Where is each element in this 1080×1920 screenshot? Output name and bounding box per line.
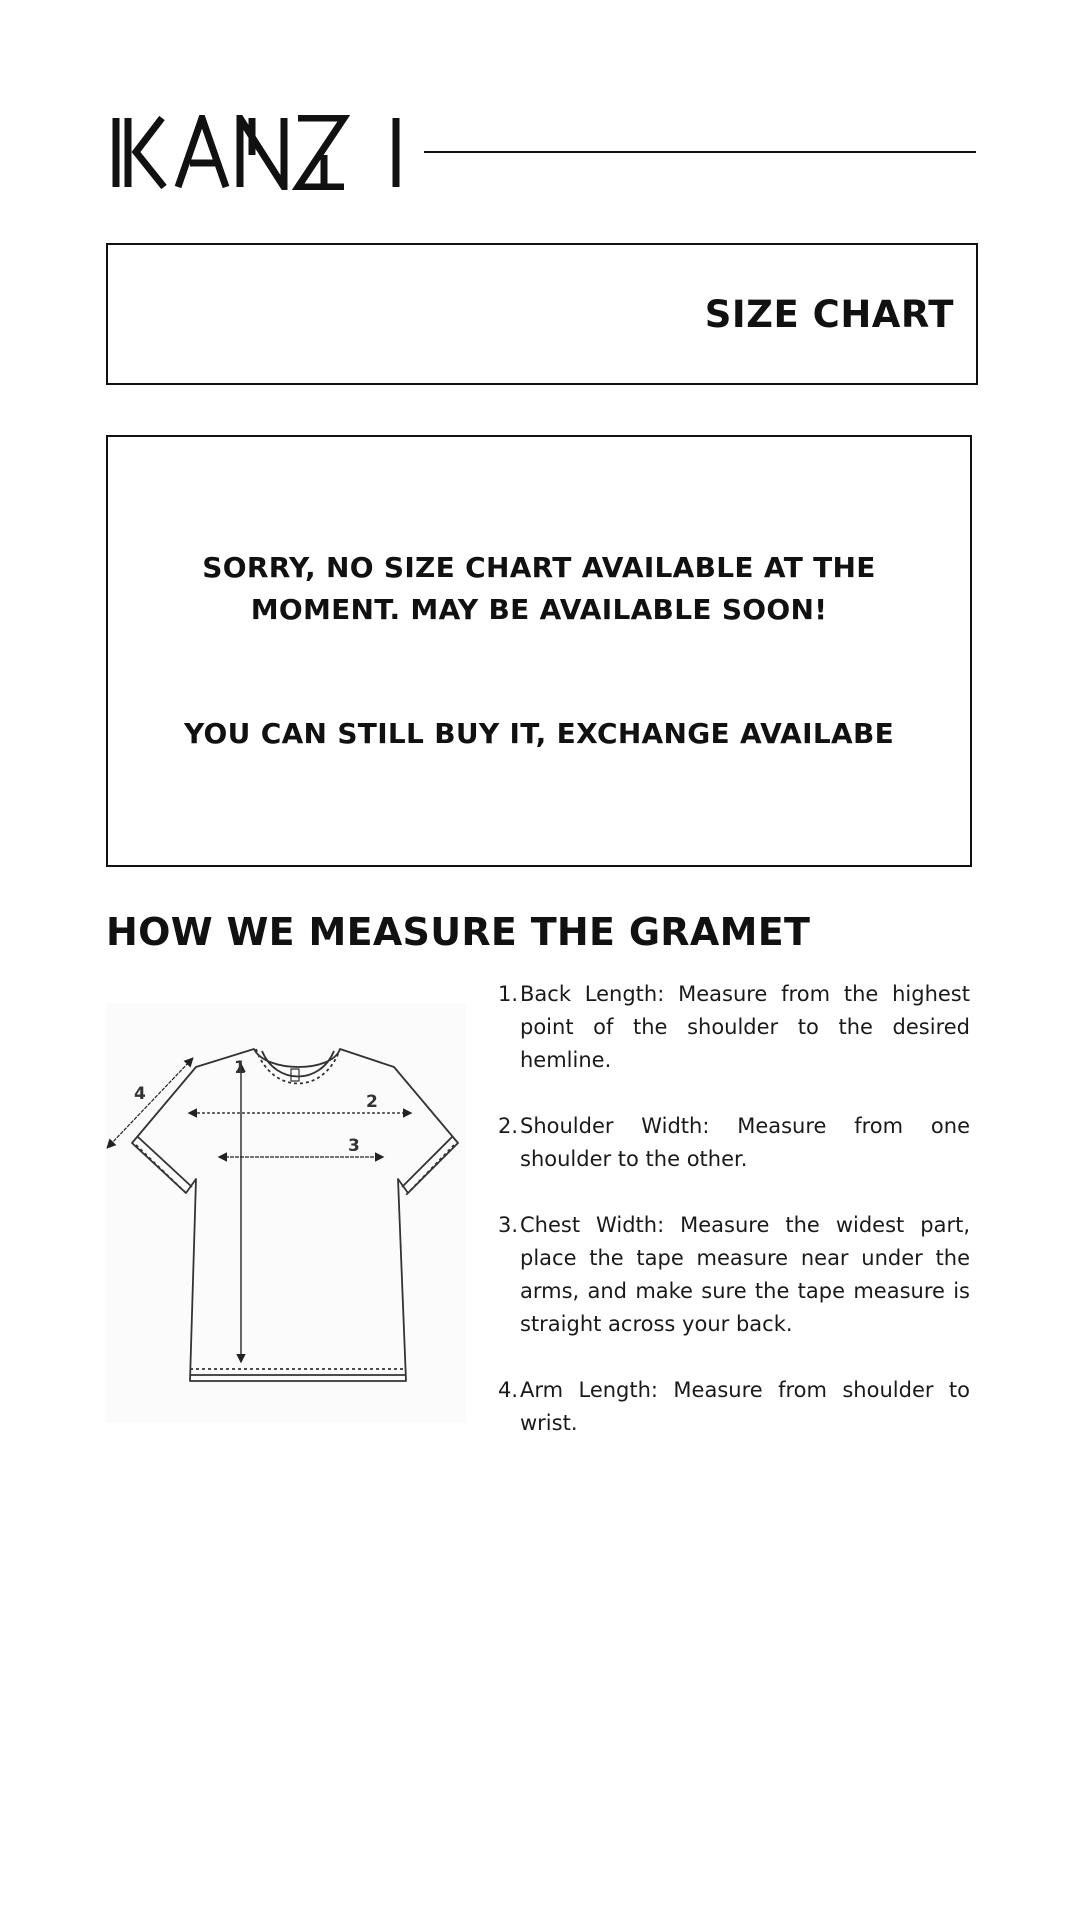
brand-header (112, 115, 978, 190)
item-number: 3. (497, 1213, 518, 1237)
label-arm-length: 4 (134, 1084, 146, 1104)
label-back-length: 1 (234, 1058, 246, 1078)
notice-panel (106, 435, 972, 867)
item-text: Shoulder Width: Measure from one shoulder to the other. (520, 1114, 970, 1171)
kanzi-logo (112, 115, 402, 190)
item-number: 4. (497, 1378, 518, 1402)
label-shoulder-width: 2 (366, 1092, 378, 1112)
tshirt-outline (132, 1049, 458, 1381)
item-text: Back Length: Measure from the highest point of the shoulder to the desired hemline. (520, 982, 970, 1072)
notice-line-unavailable: SORRY, NO SIZE CHART AVAILABLE AT THE (202, 551, 876, 584)
header-divider (424, 151, 976, 153)
tshirt-measurement-diagram (106, 1003, 466, 1423)
measurement-instructions (490, 978, 970, 1473)
item-number: 1. (497, 982, 518, 1006)
instruction-shoulder-width (490, 1110, 970, 1176)
measure-section-heading: HOW WE MEASURE THE GRAMET (106, 910, 811, 954)
notice-line-exchange: YOU CAN STILL BUY IT, EXCHANGE AVAILABE (183, 717, 895, 750)
tshirt-illustration (106, 1003, 466, 1423)
instruction-arm-length (490, 1374, 970, 1440)
title-banner (106, 243, 978, 385)
instruction-back-length (490, 978, 970, 1077)
instruction-chest-width (490, 1209, 970, 1341)
item-text: Arm Length: Measure from shoulder to wrist. (520, 1378, 970, 1435)
item-number: 2. (497, 1114, 518, 1138)
notice-line-soon: MOMENT. MAY BE AVAILABLE SOON! (250, 593, 828, 626)
item-text: Chest Width: Measure the widest part, place the tape measure near under the arms, and make sure the tape measure is straight across your back. (520, 1213, 970, 1336)
label-chest-width: 3 (348, 1136, 360, 1156)
page-title: SIZE CHART (704, 293, 954, 336)
